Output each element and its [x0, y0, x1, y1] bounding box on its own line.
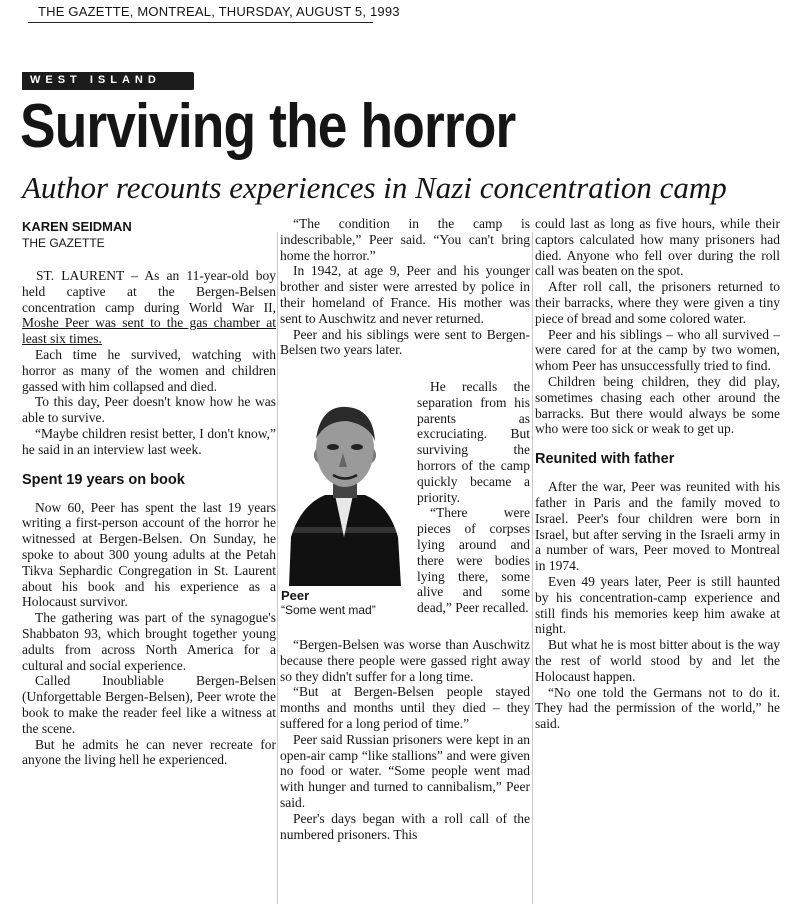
paragraph: Peer said Russian prisoners were kept in an open-air camp “like stallions” and were given no food or water. “Some people went mad with hunger and turned to cannibalism,” Peer said.	[280, 731, 530, 810]
caption-quote: “Some went mad”	[281, 603, 376, 617]
photo-caption	[281, 588, 411, 618]
paragraph: To this day, Peer doesn't know how he was able to survive.	[22, 394, 276, 426]
paragraph: But what he is most bitter about is the way the rest of world stood by and let the Holocaust happen.	[535, 637, 780, 684]
article-column-1	[22, 268, 276, 768]
paragraph: Peer and his siblings – who all survived – were cared for at the camp by two women, whom Peer has unsuccessfully tried to find.	[535, 326, 780, 374]
article-column-2-wrap	[417, 379, 530, 616]
byline	[22, 218, 132, 252]
paragraph: “Maybe children resist better, I don't know,” he said in an interview last week.	[22, 425, 276, 457]
underlined-text: Moshe Peer was sent to the gas chamber at least six times.	[22, 315, 276, 347]
article-column-3	[535, 216, 780, 732]
paragraph: He recalls the separation from his parents as excruciating. But surviving the horrors of the camp quickly became a priority.	[417, 379, 530, 505]
masthead-rule	[28, 22, 373, 23]
column-divider	[277, 232, 278, 904]
paragraph: “But at Bergen-Belsen people stayed months and months until they died – they suffered for a long period of time.”	[280, 684, 530, 731]
paragraph: “There were pieces of corpses lying around and there were bodies lying there, some alive and some dead,” Peer recalled.	[417, 505, 530, 616]
portrait-illustration	[281, 387, 408, 586]
article-column-2-lower	[280, 637, 530, 842]
paragraph: “No one told the Germans not to do it. They had the permission of the world,” he said.	[535, 684, 780, 732]
paragraph: Called Inoubliable Bergen-Belsen (Unforgettable Bergen-Belsen), Peer wrote the book to make the reader feel like a witness at the scene.	[22, 673, 276, 736]
paragraph: Now 60, Peer has spent the last 19 years writing a first-person account of the horror he witnessed at Bergen-Belsen. On Sunday, he spoke to about 300 young adults at the Petah Tikva Sephardic Congregation in St. Laurent about his book and his experience as a Holocaust survivor.	[22, 499, 276, 610]
masthead-dateline: THE GAZETTE, MONTREAL, THURSDAY, AUGUST 5, 1993	[38, 4, 400, 19]
section-flag	[22, 72, 194, 90]
section-flag-label: WEST ISLAND	[30, 74, 161, 86]
caption-name: Peer	[281, 588, 310, 603]
deck-subheadline: Author recounts experiences in Nazi concentration camp	[22, 170, 727, 205]
paragraph: could last as long as five hours, while their captors calculated how many prisoners had died. Anyone who fell over during the roll call was beaten on the spot.	[535, 216, 780, 279]
paragraph: The gathering was part of the synagogue's Shabbaton 93, which brought together young adults from across North America for a cultural and social experience.	[22, 610, 276, 673]
paragraph: Peer's days began with a roll call of the numbered prisoners. This	[280, 810, 530, 842]
byline-outlet: THE GAZETTE	[22, 236, 105, 250]
paragraph: In 1942, at age 9, Peer and his younger brother and sister were arrested by police in their homeland of France. His mother was sent to Auschwitz and never returned.	[280, 263, 530, 326]
paragraph: “Bergen-Belsen was worse than Auschwitz because there people were gassed right away so they didn't suffer for a long time.	[280, 637, 530, 684]
paragraph	[22, 268, 276, 347]
article-column-2	[280, 216, 530, 358]
subhead-spent-19-years: Spent 19 years on book	[22, 471, 185, 488]
headline: Surviving the horror	[20, 92, 516, 161]
paragraph: Peer and his siblings were sent to Bergen-Belsen two years later.	[280, 326, 530, 358]
paragraph-text: ST. LAURENT – As an 11-year-old boy held captive at the Bergen-Belsen concentration camp during World War II,	[22, 268, 276, 315]
byline-author: KAREN SEIDMAN	[22, 219, 132, 234]
paragraph: Children being children, they did play, sometimes chasing each other around the barracks. But there would always be some who were too sick or weak to get up.	[535, 373, 780, 437]
paragraph: Each time he survived, watching with horror as many of the women and children gassed with him collapsed and died.	[22, 346, 276, 394]
column-divider	[532, 232, 533, 904]
paragraph: “The condition in the camp is indescribable,” Peer said. “You can't bring home the horror.”	[280, 216, 530, 263]
paragraph: After roll call, the prisoners returned to their barracks, where they were given a tiny piece of bread and some colored water.	[535, 279, 780, 326]
paragraph: But he admits he can never recreate for anyone the living hell he experienced.	[22, 736, 276, 768]
paragraph: Even 49 years later, Peer is still haunted by his concentration-camp experience and still finds his memories keep him awake at night.	[535, 573, 780, 637]
portrait-photo	[281, 387, 408, 586]
subhead-reunited-with-father: Reunited with father	[535, 451, 675, 468]
paragraph: After the war, Peer was reunited with his father in Paris and the family moved to Israel. Peer's four children were born in Israel, but after serving in the Israeli army in a number of wars, Peer moved to Montreal in 1974.	[535, 479, 780, 574]
